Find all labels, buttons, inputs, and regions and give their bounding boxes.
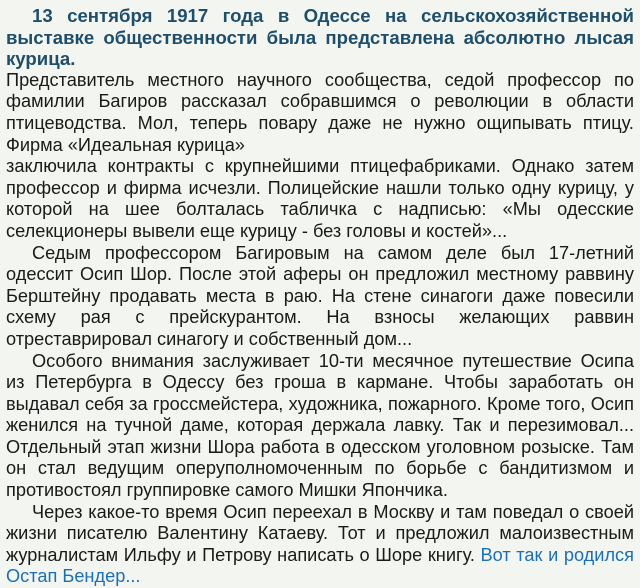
article-title: 13 сентября 1917 года в Одессе на сельскохозяйственной выставке общественности была представлена абсолютно лысая курица.: [6, 5, 634, 70]
paragraph-moscow-text: Через какое-то время Осип переехал в Москву и там поведал о своей жизни писателю Валентину Катаеву. Тот и предложил малоизвестным журналистам Ильфу и Петрову написать о Шоре книгу.: [6, 501, 634, 565]
paragraph-osip-shor: Седым профессором Багировым на самом деле был 17-летний одессит Осип Шор. После этой аферы он предложил местному раввину Берштейну продавать места в раю. На стене синагоги даже повесили схему рая с прейскурантом. На взносы желающих раввин отреставрировал синагогу и собственный дом...: [6, 242, 634, 349]
paragraph-journey: Особого внимания заслуживает 10-ти месячное путешествие Осипа из Петербурга в Одессу без гроша в кармане. Чтобы заработать он выдавал себя за гроссмейстера, художника, пожарного. Кроме того, Осип женился на тучной даме, которая держала лавку. Так и перезимовал... Отдельный этап жизни Шора работа в одесском уголовном розыске. Там он стал ведущим оперуполномоченным по борьбе с бандитизмом и противостоял группировке самого Мишки Япончика.: [6, 350, 634, 501]
paragraph-intro: Представитель местного научного сообщества, седой профессор по фамилии Багиров рассказал собравшимся о революции в области птицеводства. Мол, теперь повару даже не нужно ощипывать птицу. Фирма «Идеальная курица»: [6, 69, 634, 155]
paragraph-contracts: заключила контракты с крупнейшими птицефабриками. Однако затем профессор и фирма исчезли. Полицейские нашли только одну курицу, у которой на шее болталась табличка с надписью: «Мы одесские селекционеры вывели еще курицу - без головы и костей»...: [6, 156, 634, 241]
ostap-bender-link[interactable]: Вот так и родился Остап Бендер...: [6, 544, 634, 587]
paragraph-moscow: [6, 502, 634, 588]
